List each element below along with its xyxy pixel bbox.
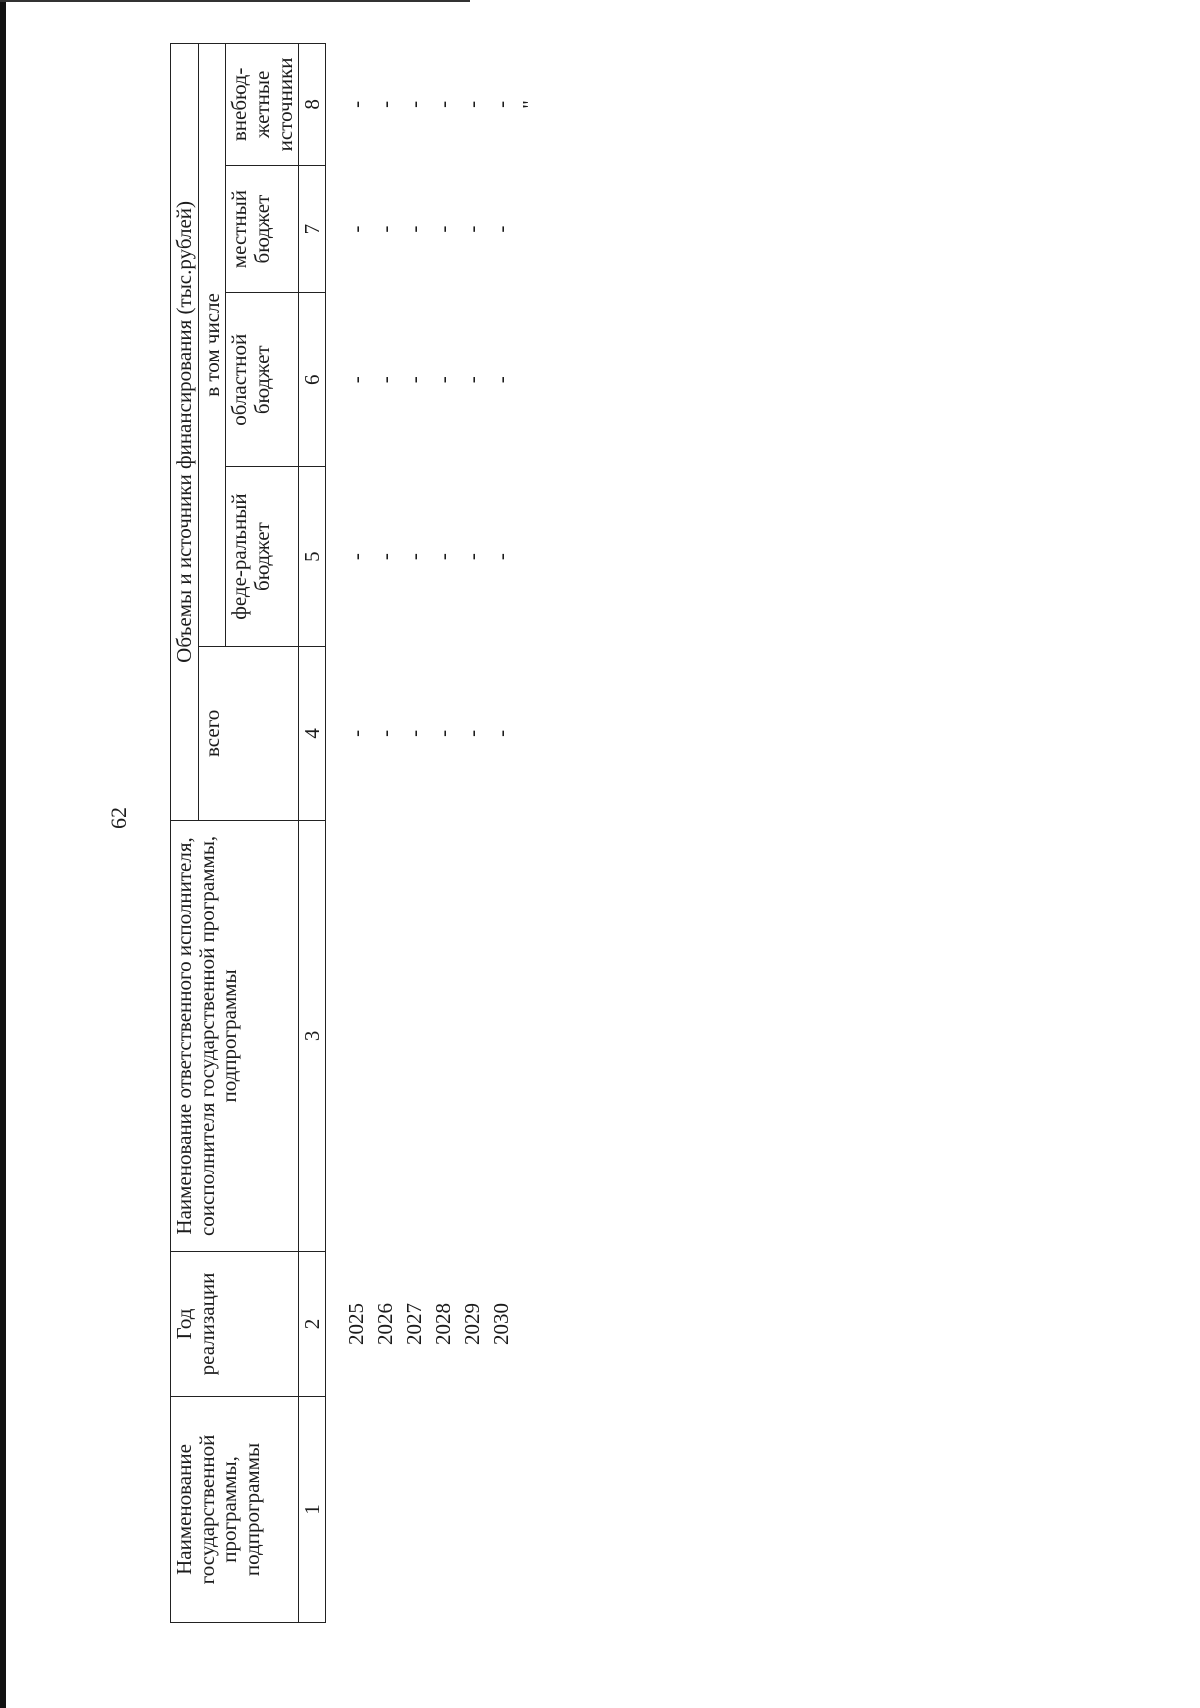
extrabudget-values	[326, 44, 546, 166]
column-number: 5	[299, 467, 326, 647]
dash-value: -	[489, 729, 514, 737]
dash-value: -	[344, 225, 369, 233]
year-value: 2030	[489, 1303, 514, 1345]
dash-value: -	[489, 553, 514, 561]
dash-value: -	[344, 729, 369, 737]
dash-value: -	[373, 553, 398, 561]
federal-values	[326, 467, 546, 647]
column-number: 2	[299, 1252, 326, 1397]
top-rule	[0, 0, 470, 2]
dash-value: -	[402, 376, 427, 384]
column-number: 3	[299, 820, 326, 1251]
executor-cell	[326, 820, 546, 1251]
column-number: 1	[299, 1396, 326, 1622]
column-number: 8	[299, 44, 326, 166]
page-edge	[0, 0, 6, 1708]
dash-value: -	[431, 553, 456, 561]
dash-value: -	[402, 225, 427, 233]
dash-value	[487, 48, 545, 162]
header-funding-group: Объемы и источники финансирования (тыс.рублей)	[171, 44, 199, 821]
column-number: 6	[299, 293, 326, 467]
column-number: 4	[299, 646, 326, 820]
dash-value: -	[431, 225, 456, 233]
header-year: Год реализации	[171, 1252, 299, 1397]
header-local: местный бюджет	[226, 165, 299, 293]
dash-value: -	[402, 100, 427, 108]
dash-value: -	[460, 225, 485, 233]
dash-value: -	[402, 553, 427, 561]
years-cell	[326, 1252, 546, 1397]
closing-quote: "	[518, 100, 543, 109]
page-number: 62	[106, 807, 131, 829]
header-row-1	[171, 44, 199, 1623]
header-extrabudget: внебюд-жетные источники	[226, 44, 299, 166]
dash-value: -	[489, 100, 514, 108]
rotated-table-region	[170, 43, 543, 1623]
dash-value: -	[373, 729, 398, 737]
data-row	[326, 44, 546, 1623]
header-executor: Наименование ответственного исполнителя, соисполнителя государственной программы, подпрограммы	[171, 820, 299, 1251]
dash-value: -	[460, 376, 485, 384]
dash-value: -	[460, 729, 485, 737]
dash-value: -	[431, 376, 456, 384]
header-including: в том числе	[198, 44, 226, 647]
year-value: 2029	[460, 1303, 485, 1345]
dash-value: -	[431, 729, 456, 737]
column-number-row	[299, 44, 326, 1623]
column-number: 7	[299, 165, 326, 293]
program-name-cell	[326, 1396, 546, 1622]
dash-value: -	[460, 553, 485, 561]
header-program-name: Наименование государственной программы, подпрограммы	[171, 1396, 299, 1622]
regional-values	[326, 293, 546, 467]
dash-value: -	[431, 100, 456, 108]
year-value: 2027	[402, 1303, 427, 1345]
year-value: 2025	[344, 1303, 369, 1345]
dash-value: -	[344, 553, 369, 561]
dash-value: -	[344, 100, 369, 108]
dash-value: -	[460, 100, 485, 108]
year-value: 2028	[431, 1303, 456, 1345]
header-federal: феде-ральный бюджет	[226, 467, 299, 647]
dash-value: -	[489, 376, 514, 384]
dash-value: -	[489, 225, 514, 233]
header-total: всего	[198, 646, 299, 820]
dash-value: -	[373, 225, 398, 233]
dash-value: -	[373, 376, 398, 384]
header-regional: областной бюджет	[226, 293, 299, 467]
funding-table	[170, 43, 545, 1623]
local-values	[326, 165, 546, 293]
year-value: 2026	[373, 1303, 398, 1345]
total-values	[326, 646, 546, 820]
dash-value: -	[373, 100, 398, 108]
dash-value: -	[344, 376, 369, 384]
dash-value: -	[402, 729, 427, 737]
